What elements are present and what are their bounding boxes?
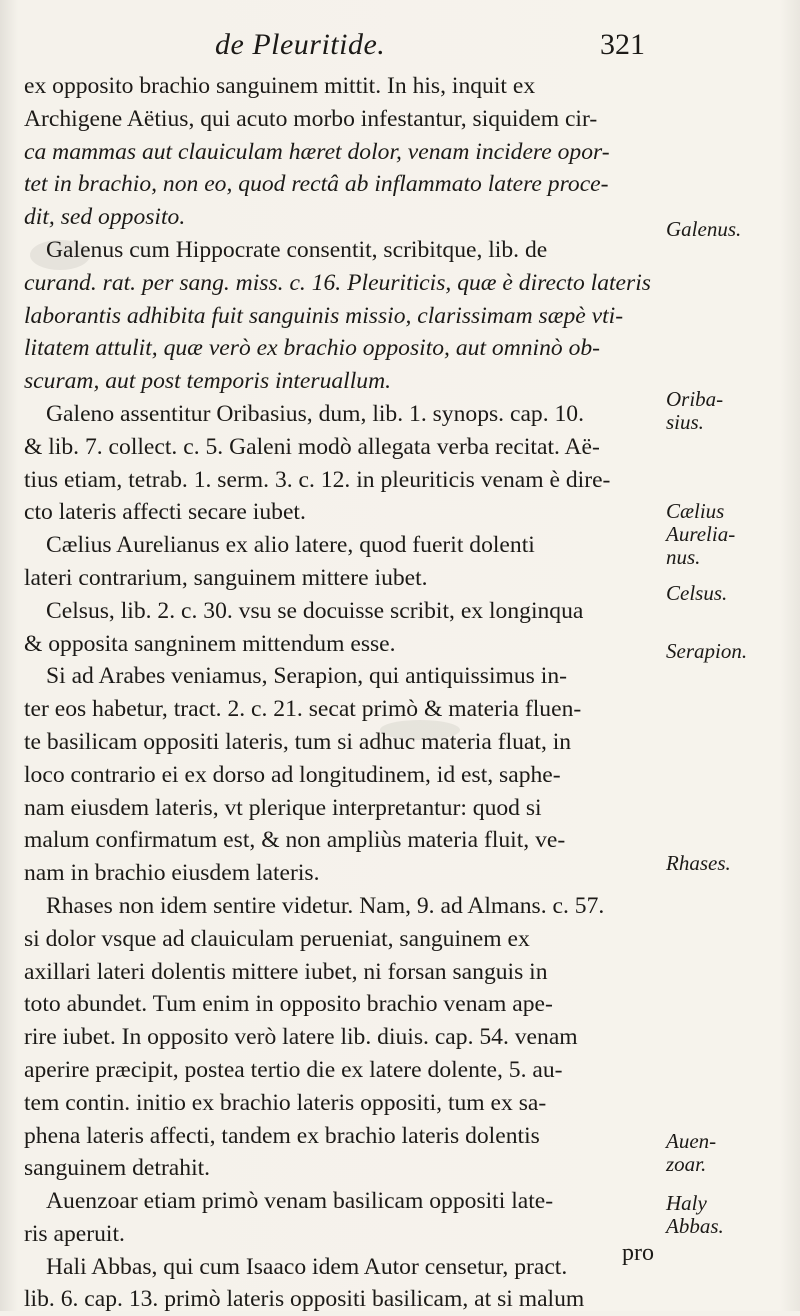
text-line: rire iubet. In opposito verò latere lib. diuis. cap. 54. venam xyxy=(24,1024,578,1051)
text-line: ex opposito brachio sanguinem mittit. In his, inquit ex xyxy=(24,73,536,99)
text-line: & lib. 7. collect. c. 5. Galeni modò allegata verba recitat. Aë- xyxy=(24,433,600,460)
text-line: Si ad Arabes veniamus, Serapion, qui antiquissimus in- xyxy=(46,663,567,690)
paragraph xyxy=(24,1251,664,1316)
margin-note-oribasius: Oriba- sius. xyxy=(666,387,724,434)
text-line: nam eiusdem lateris, vt plerique interpretantur: quod si xyxy=(24,794,542,821)
catchword: pro xyxy=(622,1240,654,1266)
text-line: malum confirmatum est, & non ampliùs materia fluit, ve- xyxy=(24,827,566,854)
margin-note-serapion: Serapion. xyxy=(666,639,748,663)
text-line: lib. 6. cap. 13. primò lateris oppositi basilicam, at si malum xyxy=(24,1286,585,1313)
text-line: Archigene Aëtius, qui acuto morbo infestantur, siquidem cir- xyxy=(24,105,598,132)
text-line: lateri contrarium, sanguinem mittere iubet. xyxy=(24,564,428,591)
text-line: Cælius Aurelianus ex alio latere, quod fuerit dolenti xyxy=(46,532,535,559)
text-line: curand. rat. per sang. miss. c. 16. Pleuriticis, quæ è directo lateris xyxy=(24,269,651,296)
margin-note-caelius: Cælius Aurelia- nus. xyxy=(666,499,736,569)
text-line: aperire præcipit, postea tertio die ex latere dolente, 5. au- xyxy=(24,1056,563,1083)
page-number: 321 xyxy=(600,28,645,61)
text-line: dit, sed opposito. xyxy=(24,204,186,231)
text-line: toto abundet. Tum enim in opposito brachio venam ape- xyxy=(24,991,553,1018)
text-line: nam in brachio eiusdem lateris. xyxy=(24,860,320,887)
text-line: Galeno assentitur Oribasius, dum, lib. 1. synops. cap. 10. xyxy=(46,400,585,427)
text-line: scuram, aut post temporis interuallum. xyxy=(24,368,392,395)
paragraph xyxy=(24,234,664,398)
paragraph xyxy=(24,398,664,529)
text-line: Rhases non idem sentire videtur. Nam, 9. ad Almans. c. 57. xyxy=(46,892,605,919)
text-line: & opposita sangninem mittendum esse. xyxy=(24,630,396,657)
text-line: cto lateris affecti secare iubet. xyxy=(24,499,306,526)
text-line: tius etiam, tetrab. 1. serm. 3. c. 12. in pleuriticis venam è dire- xyxy=(24,466,611,493)
margin-note-galenus: Galenus. xyxy=(666,217,742,241)
margin-note-rhases: Rhases. xyxy=(666,851,731,875)
margin-note-auenzoar: Auen- zoar. xyxy=(666,1129,717,1176)
text-line: axillari lateri dolentis mittere iubet, ni forsan sanguis in xyxy=(24,958,548,985)
text-line: Galenus cum Hippocrate consentit, scribitque, lib. de xyxy=(46,236,548,263)
paragraph xyxy=(24,595,664,661)
text-line: phena lateris affecti, tandem ex brachio lateris dolentis xyxy=(24,1122,540,1149)
text-line: litatem attulit, quæ verò ex brachio opposito, aut omninò ob- xyxy=(24,335,601,362)
text-line: laborantis adhibita fuit sanguinis missio, clarissimam sæpè vti- xyxy=(24,302,624,329)
text-line: ter eos habetur, tract. 2. c. 21. secat primò & materia fluen- xyxy=(24,696,582,723)
paragraph xyxy=(24,890,664,1185)
margin-note-haly-abbas: Haly Abbas. xyxy=(666,1191,724,1238)
text-line: Celsus, lib. 2. c. 30. vsu se docuisse scribit, ex longinqua xyxy=(46,597,584,624)
text-line: tet in brachio, non eo, quod rectâ ab inflammato latere proce- xyxy=(24,171,609,198)
text-line: si dolor vsque ad clauiculam perueniat, sanguinem ex xyxy=(24,925,530,952)
text-line: te basilicam oppositi lateris, tum si adhuc materia fluat, in xyxy=(24,728,572,755)
text-line: tem contin. initio ex brachio lateris oppositi, tum ex sa- xyxy=(24,1089,547,1116)
page-header xyxy=(0,28,800,68)
paragraph xyxy=(24,660,664,890)
paragraph xyxy=(24,70,664,234)
paragraph xyxy=(24,529,664,595)
paragraph xyxy=(24,1185,664,1251)
text-line: loco contrario ei ex dorso ad longitudinem, id est, saphe- xyxy=(24,761,561,788)
main-text xyxy=(24,70,664,1316)
text-line: Auenzoar etiam primò venam basilicam oppositi late- xyxy=(46,1188,554,1215)
text-line: ca mammas aut clauiculam hæret dolor, venam incidere opor- xyxy=(24,138,610,165)
text-line: sanguinem detrahit. xyxy=(24,1155,211,1182)
text-line: Hali Abbas, qui cum Isaaco idem Autor censetur, pract. xyxy=(46,1253,568,1280)
margin-note-celsus: Celsus. xyxy=(666,581,728,605)
text-line: ris aperuit. xyxy=(24,1220,125,1247)
running-title: de Pleuritide. xyxy=(215,28,386,61)
